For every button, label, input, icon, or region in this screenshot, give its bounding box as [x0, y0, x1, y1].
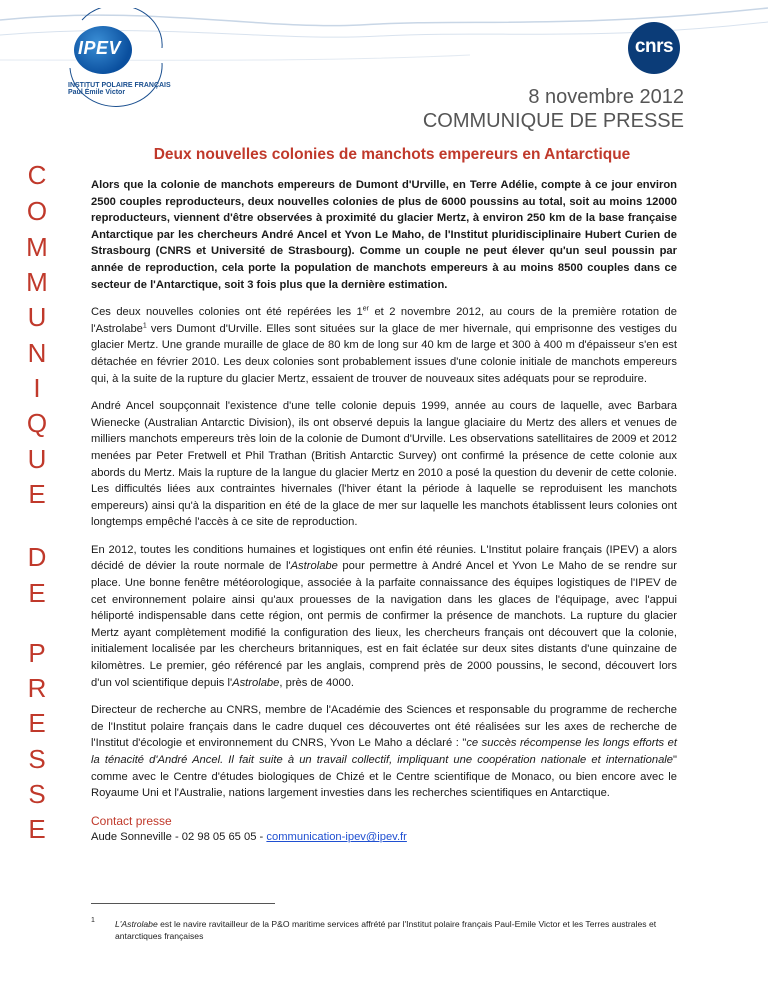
p1-text-c: vers Dumont d'Urville. Elles sont situées sur la glace de mer hivernale, qui emprisonne des vestiges du glacier Mertz. Une grande muraille de glace de 80 km de long sur 40 km de large et 300 à 400 m d'épaisseur s'en est détachée en février 2010. Les deux colonies sont probablement issues d'une colonie initiale de manchots empereurs qui, à la suite de la rupture du glacier Mertz, essaient de trouver de nouveaux sites adéquats pour se reproduire. — [91, 322, 677, 385]
release-type: COMMUNIQUE DE PRESSE — [422, 110, 684, 132]
lead-paragraph: Alors que la colonie de manchots empereurs de Dumont d'Urville, en Terre Adélie, compte à ce jour environ 2500 couples reproducteurs, deux nouvelles colonies de plus de 6000 poussins au total, soit au moins 12000 reproducteurs, viennent d'être observées à proximité du glacier Mertz, à environ 250 km de la base française Antarctique par les chercheurs André Ancel et Yvon Le Maho, de l'Institut pluridisciplinaire Hubert Curien de Strasbourg (CNRS et Université de Strasbourg). Comme un couple ne peut élever qu'un seul poussin par année de reproduction, cela porte la population de manchots empereurs à au moins 8500 couples dans ce secteur de l'Antarctique, soit 3 fois plus que la dernière estimation. — [91, 179, 677, 291]
p3-text-a: En 2012, toutes les conditions humaines et logistiques ont enfin été réunies. L'Institut polaire français (IPEV) a alors décidé de dévier la route normale de l' — [91, 543, 677, 573]
paragraph-1 — [91, 304, 677, 387]
footnote-divider — [91, 903, 275, 904]
footnote-mark: 1 — [91, 917, 95, 924]
paragraph-2: André Ancel soupçonnait l'existence d'une telle colonie depuis 1999, année au cours de laquelle, avec Barbara Wienecke (Australian Antarctic Division), ils ont observé depuis la langue glaciaire du Mertz des allers et venues de milliers manchots empereurs très loin de la colonie de Dumont d'Urville. Les observations satellitaires de 2009 et 2012 menées par Peter Fretwell et Phil Trathan (British Antarctic Survey) ont confirmé la présence de cette colonie aux abords du Mertz. Mais la rupture de la langue du glacier Mertz en 2010 a posé la question du devenir de cette colonie. Les difficultés liées aux contraintes hivernales (l'hiver étant la période à laquelle se reproduisent les manchots empereurs) ainsi qu'à la disparition en été de la glace de mer sur laquelle les manchots établissent leurs colonies ont longtemps empêché l'accès à ce site de reproduction. — [91, 400, 677, 529]
side-letter: M — [26, 232, 48, 262]
side-letter: M — [26, 267, 48, 297]
quote: ce succès récompense les longs efforts et la ténacité d'André Ancel. Il fait suite à un travail collectif, impliquant une coopération nationale et internationale — [91, 737, 677, 766]
footnote-ship-name: L'Astrolabe — [115, 919, 158, 929]
side-letter: D — [27, 542, 47, 572]
contact-email-link[interactable]: communication-ipev@ipev.fr — [266, 831, 407, 844]
cnrs-logo-text: cnrs — [634, 36, 674, 57]
ipev-logo-text: IPEV — [78, 38, 122, 58]
p1-text-b: et 2 novembre 2012, au cours de la première rotation de l'Astrolabe — [91, 306, 678, 335]
p1-superscript-er: er — [362, 305, 370, 313]
side-letter: R — [27, 673, 47, 703]
side-letter: O — [26, 196, 48, 226]
contact-line — [91, 829, 677, 846]
paragraph-3 — [91, 542, 677, 691]
footnote-text — [115, 918, 677, 942]
side-letter: E — [28, 479, 46, 509]
side-letter: E — [28, 578, 46, 608]
p3-text-b: pour permettre à André Ancel et Yvon Le Maho de se rendre sur place. Une bonne fenêtre météorologique, associée à la parfaite connaissance des équipes logistiques de l'IPEV de cet environnement polaire ainsi qu'aux prouesses de la navigation dans les glaces de l'équipage, avec l'appui héliporté indispensable dans cette région, ont permis de confirmer la présence de manchots. La rupture du glacier Mertz ayant complètement modifié la configuration des lieux, les chercheurs français ont découvert que la colonie, initialement localisée par les chercheurs britanniques, est en fait éclatée sur deux sites distants d'une quinzaine de kilomètres. Le premier, géo référencé par les anglais, comprend près de 2000 poussins, le second, découvert lors d'un vol scientifique depuis l' — [91, 560, 677, 689]
article-body — [91, 177, 677, 846]
side-letter: Q — [26, 408, 48, 438]
ship-name: Astrolabe — [290, 560, 338, 573]
side-letter: N — [27, 338, 47, 368]
side-letter: I — [33, 373, 41, 403]
side-letter: S — [28, 779, 46, 809]
p4-text-a: Directeur de recherche au CNRS, membre de l'Académie des Sciences et responsable du programme de recherche de l'Institut polaire français dans le cadre duquel ces découvertes ont été réalisées sur les axes de recherche de l'Institut d'écologie et environnement du CNRS, Yvon Le Maho a déclaré : " — [91, 704, 677, 750]
footnote — [91, 918, 677, 942]
cnrs-logo — [628, 22, 680, 74]
side-letter: S — [28, 744, 46, 774]
side-letter: P — [28, 638, 46, 668]
side-letter: E — [28, 814, 46, 844]
ipev-logo — [62, 8, 172, 108]
p4-text-b: " comme avec le Centre d'études biologiques de Chizé et le Centre scientifique de Monaco, ou bien encore avec le Royaume Uni et l'Australie, nations largement investies dans les recherches scientifiques en Antarctique. — [91, 754, 677, 800]
side-letter: C — [27, 160, 47, 190]
side-letter: U — [27, 444, 47, 474]
ipev-logo-ring-text: INSTITUT POLAIRE FRANÇAIS Paul Émile Victor — [68, 82, 171, 96]
page-title: Deux nouvelles colonies de manchots empereurs en Antarctique — [153, 146, 631, 163]
contact-heading: Contact presse — [91, 813, 172, 828]
side-letter: E — [28, 708, 46, 738]
release-date: 8 novembre 2012 — [528, 86, 684, 108]
paragraph-4 — [91, 702, 677, 802]
ship-name: Astrolabe — [232, 676, 280, 689]
footnote-body: est le navire ravitailleur de la P&O maritime services affrété par l'Institut polaire français Paul-Emile Victor et les Terres australes et antarctiques françaises — [115, 919, 657, 941]
p1-text-a: Ces deux nouvelles colonies ont été repérées les 1 — [91, 306, 363, 319]
contact-details: Aude Sonneville - 02 98 05 65 05 - — [91, 831, 267, 844]
side-letter: U — [27, 302, 47, 332]
p3-text-c: , près de 4000. — [279, 676, 355, 689]
footnote-ref[interactable]: 1 — [142, 322, 147, 330]
